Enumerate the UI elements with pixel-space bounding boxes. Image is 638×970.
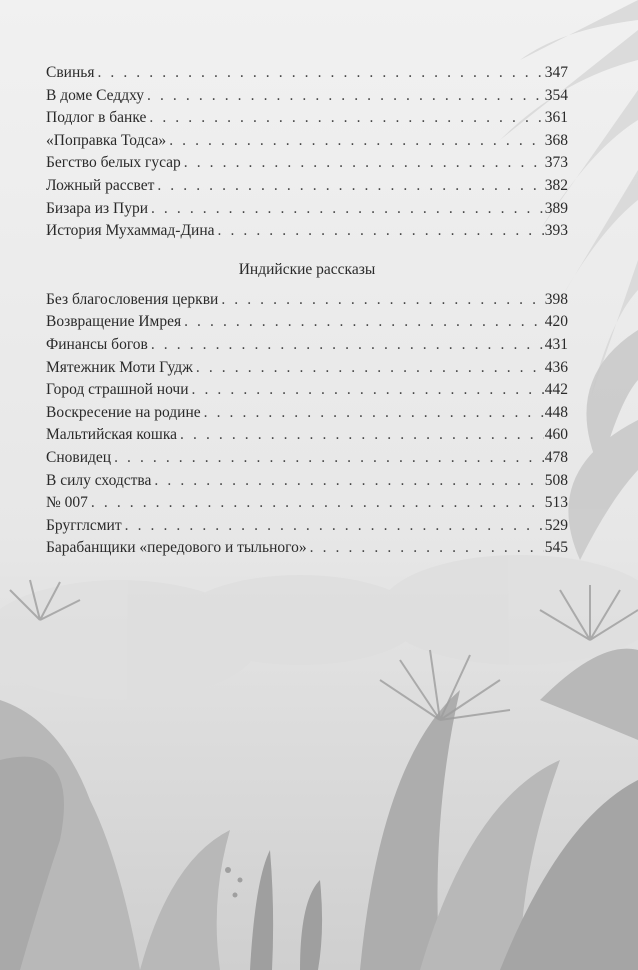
leader-dots [114, 447, 544, 470]
leader-dots [151, 334, 544, 357]
toc-entry [46, 152, 568, 175]
toc-entry [46, 379, 568, 402]
section-heading: Индийские рассказы [238, 260, 376, 278]
leader-dots [192, 379, 544, 402]
toc-entry [46, 85, 568, 108]
toc-entry [46, 289, 568, 312]
toc-entry-page: 420 [544, 313, 568, 331]
toc-entry [46, 447, 568, 470]
toc-entry-page: 393 [544, 222, 568, 240]
toc-entry-page: 373 [544, 154, 568, 172]
toc-entry [46, 311, 568, 334]
leader-dots [184, 152, 544, 175]
toc-entry-page: 460 [544, 426, 568, 444]
leader-dots [151, 198, 544, 221]
toc-entry-title: Мальтийская кошка [46, 426, 178, 444]
toc-entry-page: 398 [544, 290, 568, 308]
toc-entry-page: 529 [544, 516, 568, 534]
toc-entry-title: «Поправка Тодса» [46, 131, 167, 149]
toc-entry [46, 357, 568, 380]
leader-dots [169, 130, 544, 153]
leader-dots [91, 492, 544, 515]
leader-dots [218, 220, 544, 243]
toc-entry-title: Барабанщики «передового и тыльного» [46, 539, 307, 557]
toc-entry-page: 478 [544, 448, 568, 466]
toc-group-1 [46, 62, 568, 243]
leader-dots [221, 289, 543, 312]
toc-entry-title: Мятежник Моти Гудж [46, 358, 193, 376]
leader-dots [154, 470, 543, 493]
toc-entry-page: 347 [544, 64, 568, 81]
toc-entry-page: 389 [544, 199, 568, 217]
toc-entry-title: История Мухаммад-Дина [46, 222, 215, 240]
leader-dots [147, 85, 544, 108]
leader-dots [196, 357, 544, 380]
toc-entry-page: 436 [544, 358, 568, 376]
toc-entry-page: 508 [544, 471, 568, 489]
leader-dots [310, 537, 544, 560]
toc-entry-title: Воскресение на родине [46, 403, 201, 421]
toc-entry [46, 175, 568, 198]
toc-entry [46, 62, 568, 85]
toc-entry-page: 368 [544, 131, 568, 149]
toc-entry [46, 515, 568, 538]
toc-entry-page: 442 [544, 381, 568, 399]
toc-entry [46, 402, 568, 425]
toc-group-2 [46, 289, 568, 560]
toc-entry [46, 107, 568, 130]
toc-entry-title: В силу сходства [46, 471, 152, 489]
toc-entry [46, 492, 568, 515]
toc-entry-page: 361 [544, 109, 568, 127]
leader-dots [184, 311, 544, 334]
toc-entry-title: Бругглсмит [46, 516, 122, 534]
toc-entry-page: 431 [544, 335, 568, 353]
leader-dots [180, 424, 544, 447]
toc-entry-title: Возвращение Имрея [46, 313, 182, 331]
toc-entry [46, 424, 568, 447]
toc-entry [46, 198, 568, 221]
leader-dots [97, 62, 543, 85]
toc-entry [46, 220, 568, 243]
toc-entry-title: Подлог в банке [46, 109, 147, 127]
toc-entry-page: 513 [544, 494, 568, 512]
toc-entry-title: Ложный рассвет [46, 176, 155, 194]
toc-entry-page: 545 [544, 539, 568, 557]
toc-entry-page: 354 [544, 86, 568, 104]
leader-dots [204, 402, 544, 425]
leader-dots [157, 175, 543, 198]
leader-dots [149, 107, 543, 130]
toc-entry-title: Бегство белых гусар [46, 154, 181, 172]
toc-entry-title: Свинья [46, 64, 95, 81]
toc-entry [46, 334, 568, 357]
toc-entry-title: Город страшной ночи [46, 381, 189, 399]
toc-entry-page: 382 [544, 176, 568, 194]
toc-entry [46, 130, 568, 153]
leader-dots [125, 515, 544, 538]
toc-entry [46, 537, 568, 560]
toc-entry-title: Без благословения церкви [46, 290, 219, 308]
toc-entry-title: Финансы богов [46, 335, 148, 353]
table-of-contents [46, 62, 568, 560]
toc-entry-title: № 007 [46, 494, 88, 512]
toc-entry [46, 470, 568, 493]
toc-entry-title: Сновидец [46, 448, 112, 466]
toc-entry-title: Бизара из Пури [46, 199, 148, 217]
toc-entry-page: 448 [544, 403, 568, 421]
toc-entry-title: В доме Седдху [46, 86, 145, 104]
